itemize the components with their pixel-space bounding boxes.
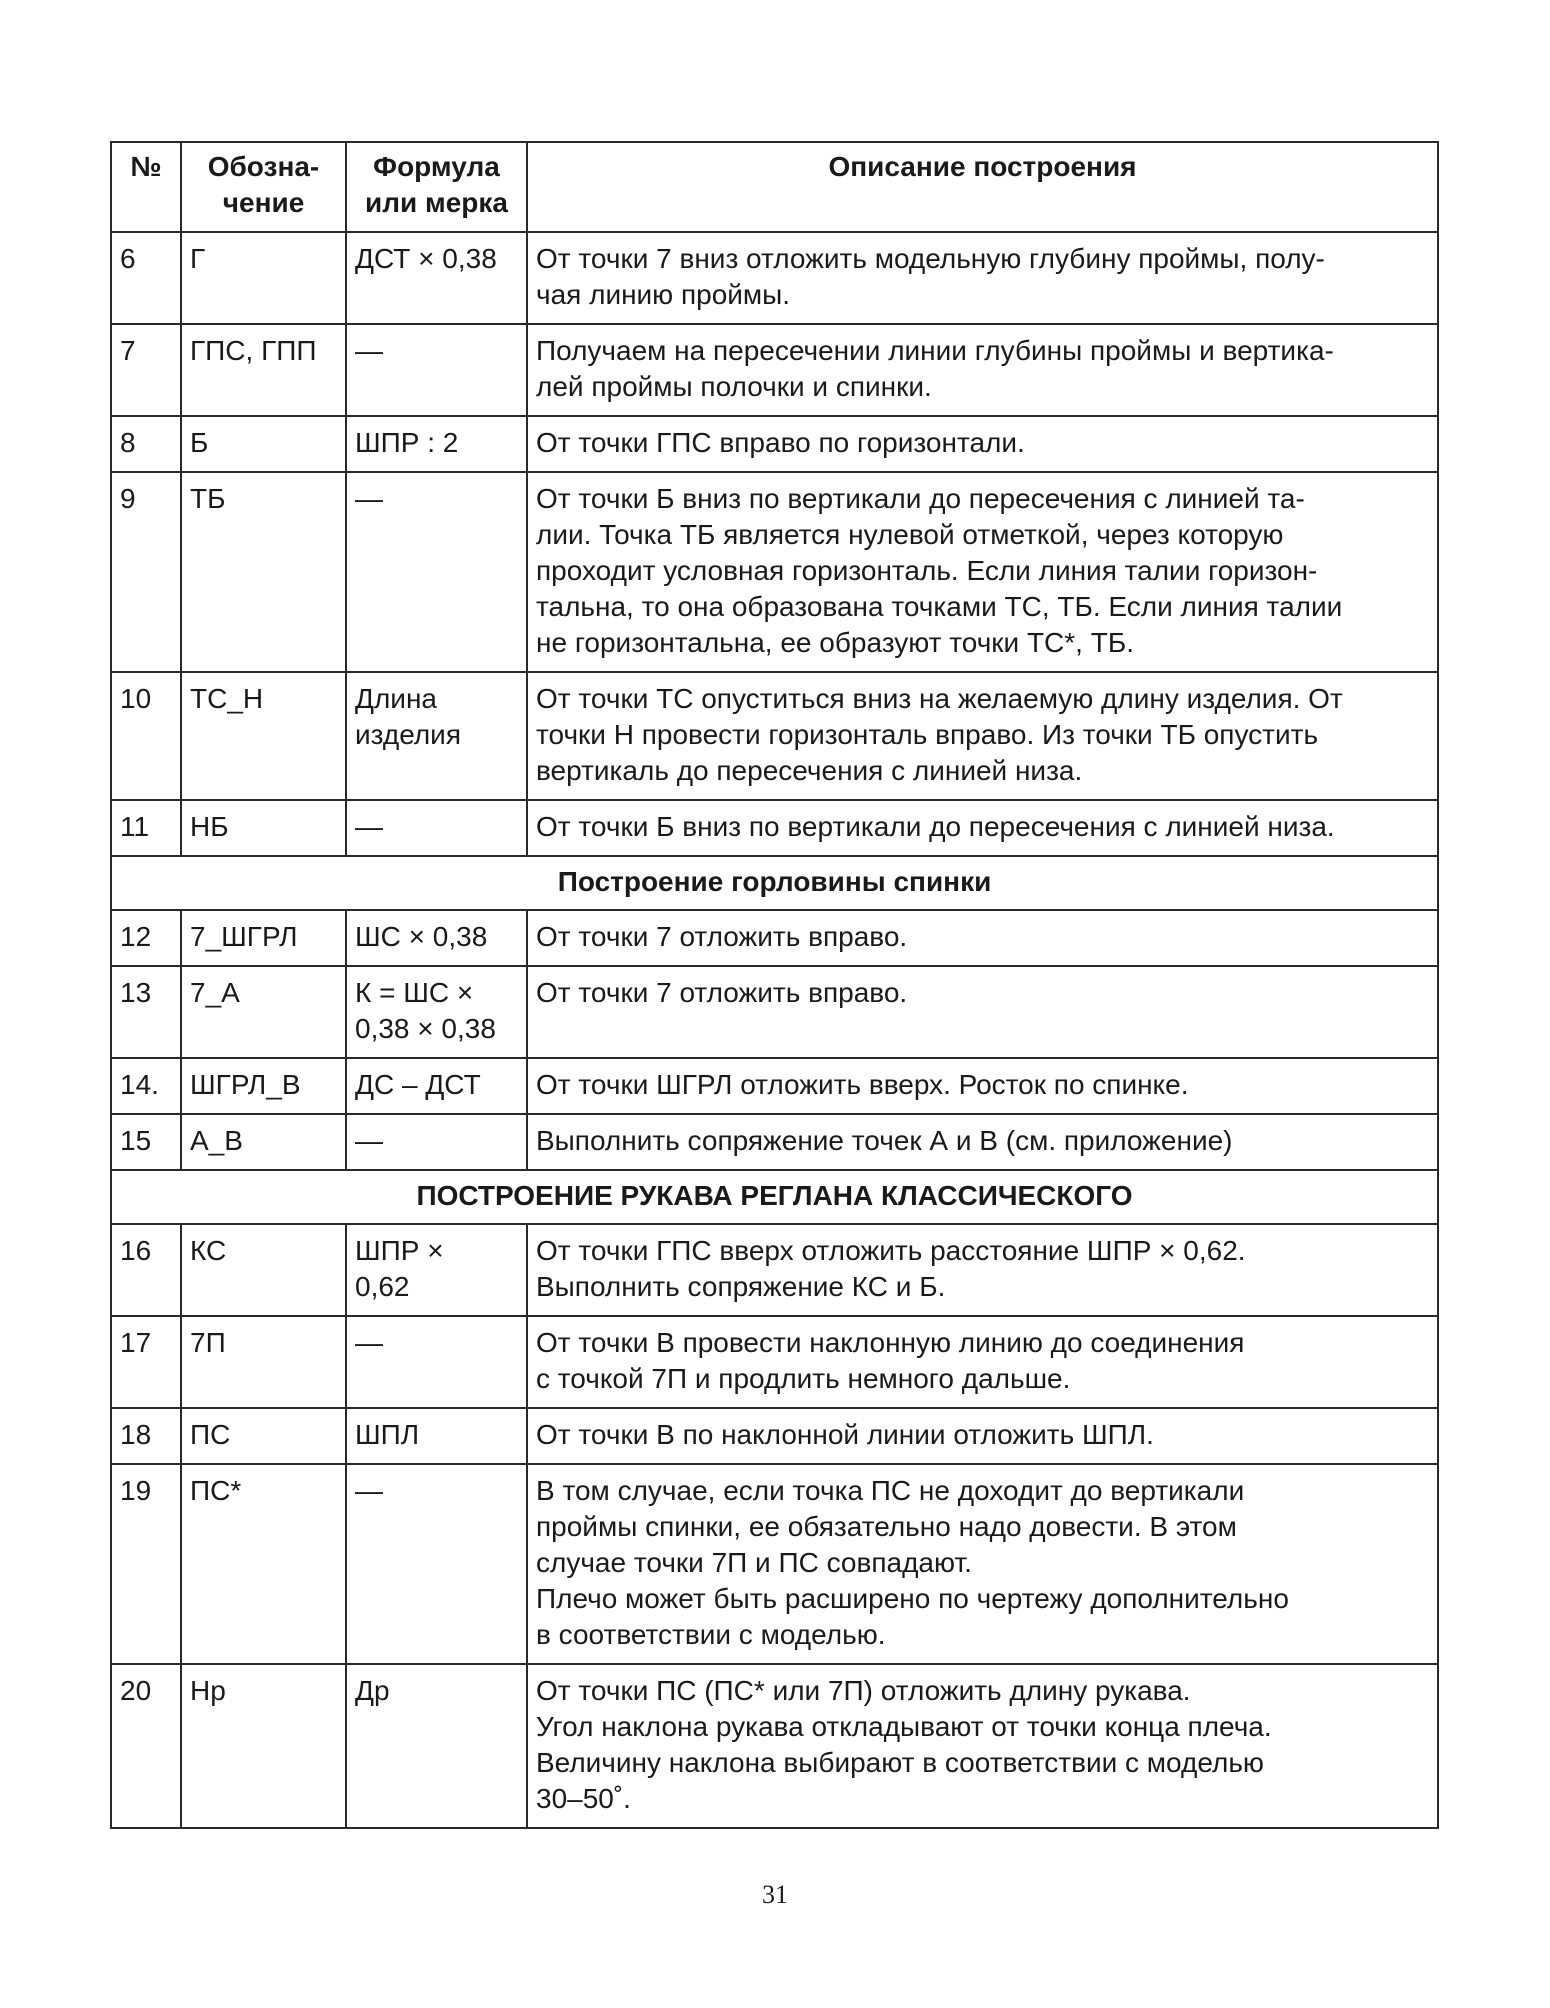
row-description bbox=[527, 1408, 1438, 1464]
row-formula bbox=[346, 1408, 527, 1464]
description-line: Получаем на пересечении линии глубины проймы и вертика- bbox=[536, 335, 1334, 366]
table-row bbox=[111, 1114, 1438, 1170]
description-line: От точки 7 отложить вправо. bbox=[536, 977, 908, 1008]
row-description bbox=[527, 966, 1438, 1058]
section-neckline bbox=[111, 856, 1438, 910]
header-designation-line: чение bbox=[222, 187, 305, 218]
formula-line: К = ШС × bbox=[355, 977, 474, 1008]
formula-line: — bbox=[355, 811, 383, 842]
table-row bbox=[111, 800, 1438, 856]
row-formula bbox=[346, 800, 527, 856]
table-row bbox=[111, 1224, 1438, 1316]
row-description bbox=[527, 910, 1438, 966]
row-formula bbox=[346, 1224, 527, 1316]
formula-line: изделия bbox=[355, 719, 461, 750]
section-row bbox=[111, 856, 1438, 910]
description-line: случае точки 7П и ПС совпадают. bbox=[536, 1547, 972, 1578]
row-number: 19 bbox=[111, 1464, 181, 1664]
table-header-row bbox=[111, 142, 1438, 232]
row-designation: А_В bbox=[181, 1114, 346, 1170]
formula-line: — bbox=[355, 483, 383, 514]
row-number: 17 bbox=[111, 1316, 181, 1408]
row-formula bbox=[346, 232, 527, 324]
row-designation: 7_А bbox=[181, 966, 346, 1058]
table-row bbox=[111, 966, 1438, 1058]
row-number: 16 bbox=[111, 1224, 181, 1316]
description-line: От точки В провести наклонную линию до соединения bbox=[536, 1327, 1245, 1358]
section-sleeve bbox=[111, 1170, 1438, 1224]
section-title-sleeve: ПОСТРОЕНИЕ РУКАВА РЕГЛАНА КЛАССИЧЕСКОГО bbox=[111, 1170, 1438, 1224]
formula-line: ШПР : 2 bbox=[355, 427, 459, 458]
row-number: 12 bbox=[111, 910, 181, 966]
row-number: 9 bbox=[111, 472, 181, 672]
description-line: От точки Б вниз по вертикали до пересечения с линией та- bbox=[536, 483, 1305, 514]
row-description bbox=[527, 1316, 1438, 1408]
row-designation: ПС bbox=[181, 1408, 346, 1464]
row-description bbox=[527, 1464, 1438, 1664]
description-line: точки Н провести горизонталь вправо. Из точки ТБ опустить bbox=[536, 719, 1319, 750]
description-line: не горизонтальна, ее образуют точки ТС*, ТБ. bbox=[536, 627, 1134, 658]
row-description bbox=[527, 324, 1438, 416]
description-line: лии. Точка ТБ является нулевой отметкой, через которую bbox=[536, 519, 1284, 550]
description-line: От точки ГПС вверх отложить расстояние ШПР × 0,62. bbox=[536, 1235, 1246, 1266]
row-designation: ТС_Н bbox=[181, 672, 346, 800]
row-description bbox=[527, 472, 1438, 672]
formula-line: — bbox=[355, 1475, 383, 1506]
row-designation: ПС* bbox=[181, 1464, 346, 1664]
header-description: Описание построения bbox=[527, 142, 1438, 232]
construction-table bbox=[110, 141, 1439, 1829]
row-designation: ШГРЛ_В bbox=[181, 1058, 346, 1114]
description-line: Выполнить сопряжение КС и Б. bbox=[536, 1271, 946, 1302]
formula-line: ШС × 0,38 bbox=[355, 921, 488, 952]
description-line: лей проймы полочки и спинки. bbox=[536, 371, 932, 402]
row-designation: Нр bbox=[181, 1664, 346, 1828]
formula-line: ШПР × bbox=[355, 1235, 444, 1266]
description-line: От точки ГПС вправо по горизонтали. bbox=[536, 427, 1025, 458]
header-formula-line: Формула bbox=[373, 151, 500, 182]
table-row bbox=[111, 232, 1438, 324]
description-line: От точки ПС (ПС* или 7П) отложить длину рукава. bbox=[536, 1675, 1191, 1706]
formula-line: ДС – ДСТ bbox=[355, 1069, 481, 1100]
formula-line: ШПЛ bbox=[355, 1419, 420, 1450]
row-number: 13 bbox=[111, 966, 181, 1058]
row-number: 18 bbox=[111, 1408, 181, 1464]
header-number: № bbox=[111, 142, 181, 232]
header-formula bbox=[346, 142, 527, 232]
description-line: вертикаль до пересечения с линией низа. bbox=[536, 755, 1083, 786]
formula-line: — bbox=[355, 1327, 383, 1358]
formula-line: Длина bbox=[355, 683, 437, 714]
formula-line: Др bbox=[355, 1675, 390, 1706]
row-formula bbox=[346, 910, 527, 966]
row-description bbox=[527, 1114, 1438, 1170]
table-row bbox=[111, 910, 1438, 966]
section-row bbox=[111, 1170, 1438, 1224]
description-line: Плечо может быть расширено по чертежу дополнительно bbox=[536, 1583, 1289, 1614]
row-designation: Б bbox=[181, 416, 346, 472]
row-formula bbox=[346, 472, 527, 672]
row-designation: НБ bbox=[181, 800, 346, 856]
table-row bbox=[111, 1316, 1438, 1408]
row-formula bbox=[346, 324, 527, 416]
row-number: 6 bbox=[111, 232, 181, 324]
description-line: От точки ТС опуститься вниз на желаемую длину изделия. От bbox=[536, 683, 1343, 714]
description-line: 30–50˚. bbox=[536, 1783, 631, 1814]
table-body-sleeve bbox=[111, 1224, 1438, 1828]
table-body-main bbox=[111, 232, 1438, 856]
description-line: Угол наклона рукава откладывают от точки конца плеча. bbox=[536, 1711, 1272, 1742]
section-title-neckline: Построение горловины спинки bbox=[111, 856, 1438, 910]
row-formula bbox=[346, 1464, 527, 1664]
table-row bbox=[111, 1058, 1438, 1114]
row-description bbox=[527, 416, 1438, 472]
description-line: От точки 7 вниз отложить модельную глубину проймы, полу- bbox=[536, 243, 1325, 274]
description-line: В том случае, если точка ПС не доходит до вертикали bbox=[536, 1475, 1245, 1506]
row-number: 8 bbox=[111, 416, 181, 472]
description-line: Величину наклона выбирают в соответствии с моделью bbox=[536, 1747, 1264, 1778]
row-formula bbox=[346, 1664, 527, 1828]
table-row bbox=[111, 1408, 1438, 1464]
row-number: 7 bbox=[111, 324, 181, 416]
header-formula-line: или мерка bbox=[365, 187, 508, 218]
description-line: От точки ШГРЛ отложить вверх. Росток по спинке. bbox=[536, 1069, 1189, 1100]
header-designation bbox=[181, 142, 346, 232]
formula-line: ДСТ × 0,38 bbox=[355, 243, 497, 274]
row-formula bbox=[346, 416, 527, 472]
table-body-neckline bbox=[111, 910, 1438, 1170]
row-description bbox=[527, 1224, 1438, 1316]
row-formula bbox=[346, 966, 527, 1058]
row-designation: Г bbox=[181, 232, 346, 324]
row-description bbox=[527, 232, 1438, 324]
table-row bbox=[111, 1464, 1438, 1664]
formula-line: — bbox=[355, 1125, 383, 1156]
formula-line: — bbox=[355, 335, 383, 366]
row-number: 15 bbox=[111, 1114, 181, 1170]
table-row bbox=[111, 416, 1438, 472]
formula-line: 0,62 bbox=[355, 1271, 410, 1302]
page-number: 31 bbox=[762, 1880, 788, 1909]
row-number: 20 bbox=[111, 1664, 181, 1828]
description-line: От точки 7 отложить вправо. bbox=[536, 921, 908, 952]
table-row bbox=[111, 1664, 1438, 1828]
row-description bbox=[527, 1058, 1438, 1114]
row-designation: 7П bbox=[181, 1316, 346, 1408]
table-row bbox=[111, 472, 1438, 672]
row-number: 14. bbox=[111, 1058, 181, 1114]
row-designation: КС bbox=[181, 1224, 346, 1316]
row-designation: 7_ШГРЛ bbox=[181, 910, 346, 966]
table-row bbox=[111, 324, 1438, 416]
formula-line: 0,38 × 0,38 bbox=[355, 1013, 496, 1044]
description-line: чая линию проймы. bbox=[536, 279, 791, 310]
row-designation: ГПС, ГПП bbox=[181, 324, 346, 416]
table-row bbox=[111, 672, 1438, 800]
description-line: с точкой 7П и продлить немного дальше. bbox=[536, 1363, 1071, 1394]
row-description bbox=[527, 1664, 1438, 1828]
row-designation: ТБ bbox=[181, 472, 346, 672]
description-line: От точки В по наклонной линии отложить ШПЛ. bbox=[536, 1419, 1154, 1450]
description-line: От точки Б вниз по вертикали до пересечения с линией низа. bbox=[536, 811, 1335, 842]
row-description bbox=[527, 672, 1438, 800]
row-description bbox=[527, 800, 1438, 856]
header-designation-line: Обозна- bbox=[207, 151, 320, 182]
row-formula bbox=[346, 1114, 527, 1170]
description-line: Выполнить сопряжение точек А и В (см. приложение) bbox=[536, 1125, 1233, 1156]
description-line: тальна, то она образована точками ТС, ТБ. Если линия талии bbox=[536, 591, 1343, 622]
row-formula bbox=[346, 1316, 527, 1408]
description-line: проймы спинки, ее обязательно надо довести. В этом bbox=[536, 1511, 1237, 1542]
row-formula bbox=[346, 672, 527, 800]
row-formula bbox=[346, 1058, 527, 1114]
description-line: в соответствии с моделью. bbox=[536, 1619, 886, 1650]
row-number: 10 bbox=[111, 672, 181, 800]
row-number: 11 bbox=[111, 800, 181, 856]
description-line: проходит условная горизонталь. Если линия талии горизон- bbox=[536, 555, 1318, 586]
